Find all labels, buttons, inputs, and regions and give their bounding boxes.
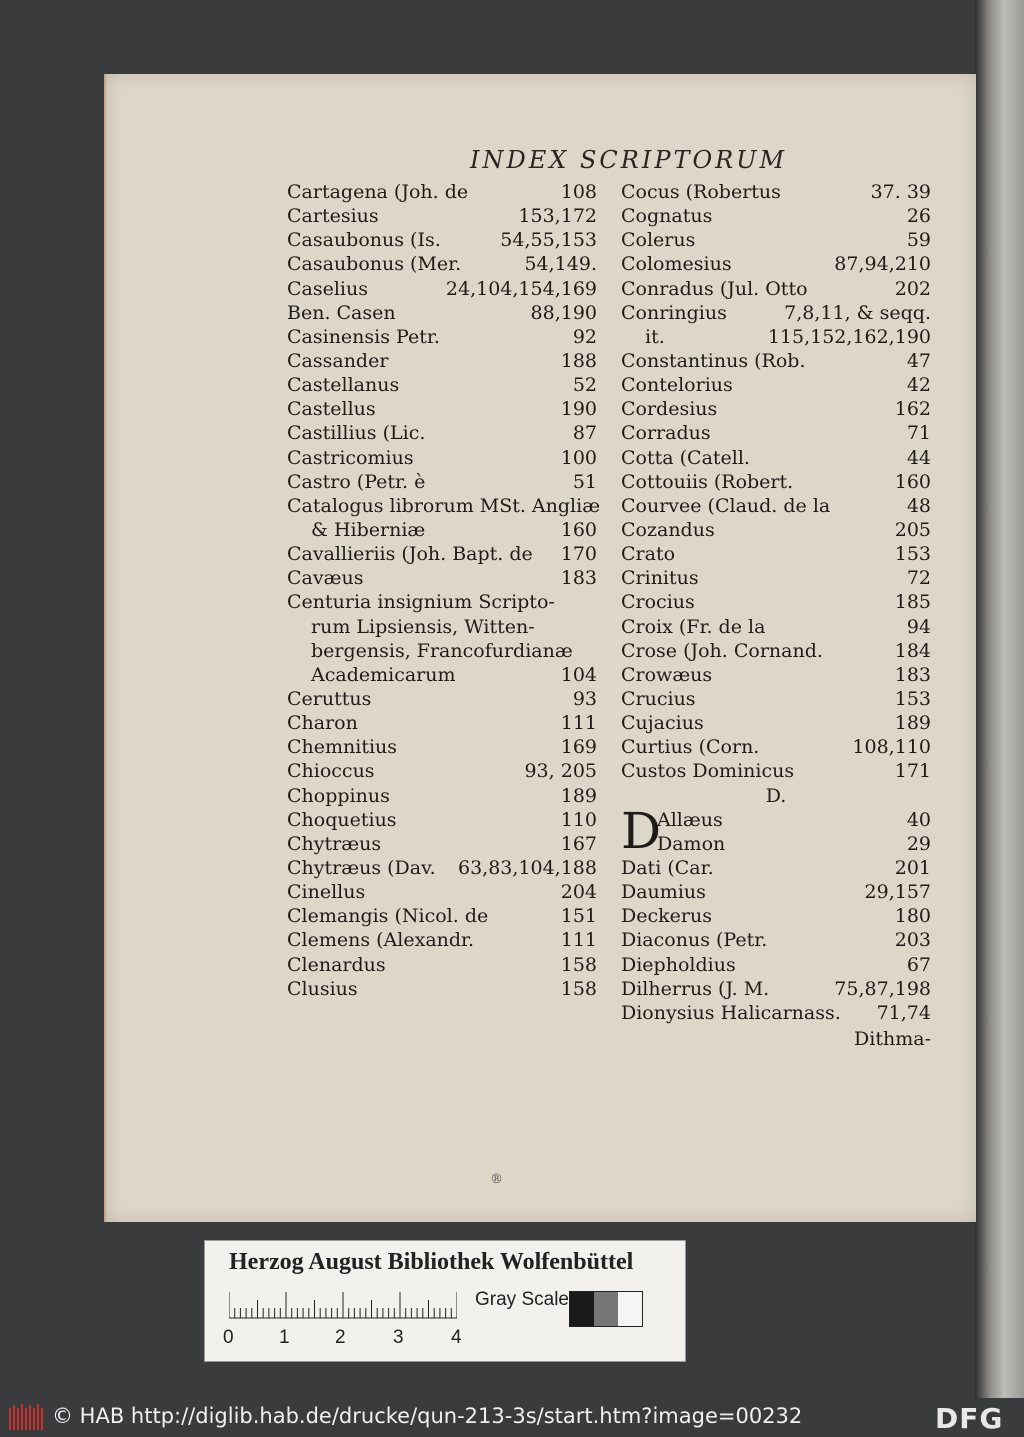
entry-name: Castillius (Lic. (287, 422, 426, 445)
entry-page-numbers: 67 (906, 953, 931, 976)
ruler-number: 2 (335, 1327, 346, 1348)
entry-name: Casaubonus (Mer. (287, 253, 462, 276)
entry-page-numbers: 202 (894, 277, 931, 300)
entry-page-numbers: 201 (894, 856, 931, 879)
entry-name: Clusius (287, 977, 358, 1000)
decorated-initial: D (621, 802, 662, 860)
entry-name: Cognatus (621, 205, 713, 228)
index-entry (621, 928, 931, 952)
entry-page-numbers: 153 (894, 687, 931, 710)
entry-name: Crocius (621, 591, 695, 614)
index-entry (621, 301, 931, 325)
index-entry (621, 639, 931, 663)
entry-page-numbers: 185 (894, 591, 931, 614)
entry-page-numbers: 111 (560, 712, 597, 735)
entry-name: Dilherrus (J. M. (621, 977, 770, 1000)
entry-name: Choquetius (287, 808, 397, 831)
entry-name: Conringius (621, 301, 727, 324)
entry-name: & Hiberniæ (311, 518, 426, 541)
entry-name: Chytræus (287, 832, 382, 855)
entry-page-numbers: 88,190 (530, 301, 597, 324)
entry-page-numbers: 160 (560, 518, 597, 541)
entry-name: Corradus (621, 422, 711, 445)
entry-name: bergensis, Francofurdianæ (311, 639, 573, 662)
entry-page-numbers: 24,104,154,169 (445, 277, 597, 300)
index-entry (287, 228, 597, 252)
index-entry (621, 566, 931, 590)
index-entry (287, 349, 597, 373)
entry-page-numbers: 203 (894, 929, 931, 952)
entry-name: Catalogus librorum MSt. Angliæ (287, 494, 601, 517)
ruler-number: 3 (393, 1327, 404, 1348)
entry-name: Custos Dominicus (621, 760, 795, 783)
entry-page-numbers: 167 (560, 832, 597, 855)
entry-name: Castro (Petr. è (287, 470, 426, 493)
entry-page-numbers: 183 (560, 567, 597, 590)
index-entry (287, 808, 597, 832)
index-entry (621, 373, 931, 397)
entry-page-numbers: 29,157 (864, 881, 931, 904)
entry-page-numbers: 183 (894, 663, 931, 686)
entry-name: Diepholdius (621, 953, 736, 976)
entry-name: Courvee (Claud. de la (621, 494, 831, 517)
index-entry (287, 566, 597, 590)
index-entry (287, 590, 597, 614)
index-entry (287, 784, 597, 808)
index-entry (287, 518, 597, 542)
entry-name: Crato (621, 543, 676, 566)
page-header: INDEX SCRIPTORUM (470, 146, 788, 174)
index-entry (621, 953, 931, 977)
entry-page-numbers: 59 (906, 229, 931, 252)
index-entry (621, 832, 931, 856)
entry-name: Dionysius Halicarnass. (621, 1001, 841, 1024)
entry-page-numbers: 51 (572, 470, 597, 493)
entry-page-numbers: 37. 39 (870, 181, 931, 203)
entry-page-numbers: 171 (894, 760, 931, 783)
entry-name: it. (645, 325, 665, 348)
index-entry (621, 421, 931, 445)
entry-page-numbers: 52 (572, 374, 597, 397)
entry-name: Cocus (Robertus (621, 181, 781, 203)
entry-page-numbers: 93 (572, 687, 597, 710)
entry-name: Castricomius (287, 446, 414, 469)
index-entry (621, 904, 931, 928)
index-entry (287, 663, 597, 687)
entry-name: Clemens (Alexandr. (287, 929, 475, 952)
entry-page-numbers: 108 (560, 181, 597, 203)
index-entry (287, 252, 597, 276)
gray-scale-swatches (569, 1291, 643, 1327)
entry-page-numbers: 188 (560, 349, 597, 372)
entry-name: Conradus (Jul. Otto (621, 277, 808, 300)
index-entry (621, 180, 931, 204)
book-spine-edge (975, 0, 1024, 1437)
index-entry (287, 735, 597, 759)
index-entry (287, 711, 597, 735)
entry-page-numbers: 26 (906, 205, 931, 228)
entry-page-numbers: 42 (906, 374, 931, 397)
entry-name: Ceruttus (287, 687, 372, 710)
index-entry (621, 590, 931, 614)
index-entry (287, 856, 597, 880)
index-entry (621, 349, 931, 373)
entry-name: Croix (Fr. de la (621, 615, 766, 638)
entry-page-numbers: 72 (906, 567, 931, 590)
entry-name: Chemnitius (287, 736, 398, 759)
entry-page-numbers: 29 (906, 832, 931, 855)
entry-name: Castellus (287, 398, 376, 421)
entry-page-numbers: 160 (894, 470, 931, 493)
entry-page-numbers: 75,87,198 (834, 977, 931, 1000)
entry-page-numbers: 87 (572, 422, 597, 445)
entry-name: Cujacius (621, 712, 704, 735)
index-entry (621, 542, 931, 566)
index-entry (621, 204, 931, 228)
entry-name: Crinitus (621, 567, 699, 590)
entry-page-numbers: 7,8,11, & seqq. (784, 301, 931, 324)
entry-name: Curtius (Corn. (621, 736, 760, 759)
index-entry (287, 470, 597, 494)
entry-page-numbers: 169 (560, 736, 597, 759)
index-entry (287, 397, 597, 421)
entry-name: Caselius (287, 277, 369, 300)
index-entry (287, 904, 597, 928)
index-entry (287, 759, 597, 783)
ruler-number: 1 (279, 1327, 290, 1348)
entry-name: Charon (287, 712, 358, 735)
entry-page-numbers: 151 (560, 905, 597, 928)
entry-page-numbers: 153 (894, 543, 931, 566)
swatch-gray (594, 1292, 618, 1326)
entry-name: Dati (Car. (621, 856, 714, 879)
index-entry (621, 615, 931, 639)
entry-page-numbers: 180 (894, 905, 931, 928)
entry-name: Cottouiis (Robert. (621, 470, 794, 493)
index-entry (621, 1001, 931, 1025)
entry-name: Cartesius (287, 205, 379, 228)
left-index-column (287, 180, 601, 1001)
entry-name: Daumius (621, 881, 706, 904)
entry-page-numbers: 204 (560, 881, 597, 904)
index-entry (621, 228, 931, 252)
entry-page-numbers: 189 (894, 712, 931, 735)
entry-name: Cavallieriis (Joh. Bapt. de (287, 543, 533, 566)
index-entry (287, 977, 597, 1001)
entry-name: Ben. Casen (287, 301, 396, 324)
index-entry (287, 687, 597, 711)
entry-name: Crose (Joh. Cornand. (621, 639, 823, 662)
entry-page-numbers: 48 (906, 494, 931, 517)
entry-name: Crucius (621, 687, 696, 710)
entry-page-numbers: 94 (906, 615, 931, 638)
entry-name: Casaubonus (Is. (287, 229, 441, 252)
index-entry (621, 784, 931, 808)
entry-name: Cordesius (621, 398, 718, 421)
entry-page-numbers: 111 (560, 929, 597, 952)
entry-page-numbers: 54,55,153 (500, 229, 597, 252)
ruler-number: 0 (223, 1327, 234, 1348)
entry-name: Castellanus (287, 374, 400, 397)
ruler-numbers (223, 1327, 483, 1349)
index-entry (287, 301, 597, 325)
entry-name: Damon (657, 832, 726, 855)
entry-page-numbers: 162 (894, 398, 931, 421)
entry-name: Allæus (657, 808, 723, 831)
index-entry (287, 373, 597, 397)
entry-name: Cinellus (287, 881, 366, 904)
index-entry (287, 615, 597, 639)
index-entry (621, 518, 931, 542)
entry-page-numbers: 115,152,162,190 (767, 325, 931, 348)
index-entry (287, 832, 597, 856)
library-color-card (204, 1240, 686, 1362)
entry-page-numbers: 110 (560, 808, 597, 831)
entry-page-numbers: 104 (560, 663, 597, 686)
entry-page-numbers: 108,110 (852, 736, 931, 759)
index-entry (621, 711, 931, 735)
entry-name: Choppinus (287, 784, 390, 807)
entry-page-numbers: 205 (894, 518, 931, 541)
index-entry (287, 953, 597, 977)
hab-logo-icon (8, 1402, 44, 1432)
entry-name: Casinensis Petr. (287, 325, 440, 348)
index-entry (621, 880, 931, 904)
index-entry (621, 277, 931, 301)
index-entry (621, 446, 931, 470)
entry-page-numbers: 93, 205 (524, 760, 597, 783)
entry-page-numbers: 54,149. (524, 253, 597, 276)
index-entry (621, 397, 931, 421)
entry-page-numbers: 158 (560, 977, 597, 1000)
swatch-black (570, 1292, 594, 1326)
index-entry (287, 180, 597, 204)
gray-scale-label: Gray Scale (475, 1289, 569, 1310)
right-index-column (621, 180, 931, 1025)
index-entry (621, 252, 931, 276)
entry-page-numbers: 100 (560, 446, 597, 469)
index-entry (621, 470, 931, 494)
entry-page-numbers: 153,172 (518, 205, 597, 228)
entry-page-numbers: 190 (560, 398, 597, 421)
entry-page-numbers: 71 (906, 422, 931, 445)
entry-page-numbers: 184 (894, 639, 931, 662)
index-entry (621, 663, 931, 687)
entry-page-numbers: 170 (560, 543, 597, 566)
index-entry (287, 325, 597, 349)
index-entry (621, 735, 931, 759)
footer-bar (0, 1398, 1024, 1437)
entry-page-numbers: 47 (906, 349, 931, 372)
entry-page-numbers: 71,74 (876, 1001, 931, 1024)
page-ornament: ® (490, 1172, 503, 1187)
entry-name: Academicarum (311, 663, 456, 686)
entry-name: Chytræus (Dav. (287, 856, 436, 879)
entry-name: Deckerus (621, 905, 712, 928)
entry-name: Cassander (287, 349, 389, 372)
entry-name: Colomesius (621, 253, 732, 276)
index-entry (287, 204, 597, 228)
library-name: Herzog August Bibliothek Wolfenbüttel (229, 1249, 634, 1275)
entry-name: rum Lipsiensis, Witten- (311, 615, 535, 638)
entry-name: Contelorius (621, 374, 733, 397)
entry-name: Cavæus (287, 567, 364, 590)
entry-page-numbers: 63,83,104,188 (457, 856, 597, 879)
entry-name: Diaconus (Petr. (621, 929, 768, 952)
entry-name: Centuria insignium Scripto- (287, 591, 555, 614)
entry-page-numbers: 87,94,210 (834, 253, 931, 276)
entry-name: Colerus (621, 229, 696, 252)
entry-name: Cozandus (621, 518, 715, 541)
entry-page-numbers: 92 (572, 325, 597, 348)
index-entry (621, 325, 931, 349)
index-entry (287, 421, 597, 445)
entry-page-numbers: 40 (906, 808, 931, 831)
index-entry (287, 277, 597, 301)
index-entry (621, 759, 931, 783)
index-entry (621, 808, 931, 832)
index-entry (287, 928, 597, 952)
copyright-url[interactable]: © HAB http://diglib.hab.de/drucke/qun-213-3s/start.htm?image=00232 (52, 1404, 803, 1428)
entry-name: Cotta (Catell. (621, 446, 750, 469)
entry-page-numbers: 44 (906, 446, 931, 469)
index-entry (621, 687, 931, 711)
entry-name: Chioccus (287, 760, 375, 783)
index-entry (621, 977, 931, 1001)
swatch-white (618, 1292, 642, 1326)
index-entry (621, 494, 931, 518)
index-entry (287, 880, 597, 904)
entry-name: D. (765, 784, 787, 807)
index-entry (287, 446, 597, 470)
entry-name: Cartagena (Joh. de (287, 181, 469, 203)
ruler-scale (229, 1291, 457, 1319)
index-entry (621, 856, 931, 880)
entry-page-numbers: 189 (560, 784, 597, 807)
index-entry (287, 542, 597, 566)
dfg-logo: DFG (935, 1402, 1004, 1435)
entry-name: Clenardus (287, 953, 386, 976)
ruler-number: 4 (451, 1327, 462, 1348)
entry-name: Crowæus (621, 663, 713, 686)
entry-name: Constantinus (Rob. (621, 349, 806, 372)
entry-name: Clemangis (Nicol. de (287, 905, 489, 928)
index-entry (287, 639, 597, 663)
entry-page-numbers: 158 (560, 953, 597, 976)
index-entry (287, 494, 601, 518)
catchword: Dithma- (854, 1028, 931, 1050)
